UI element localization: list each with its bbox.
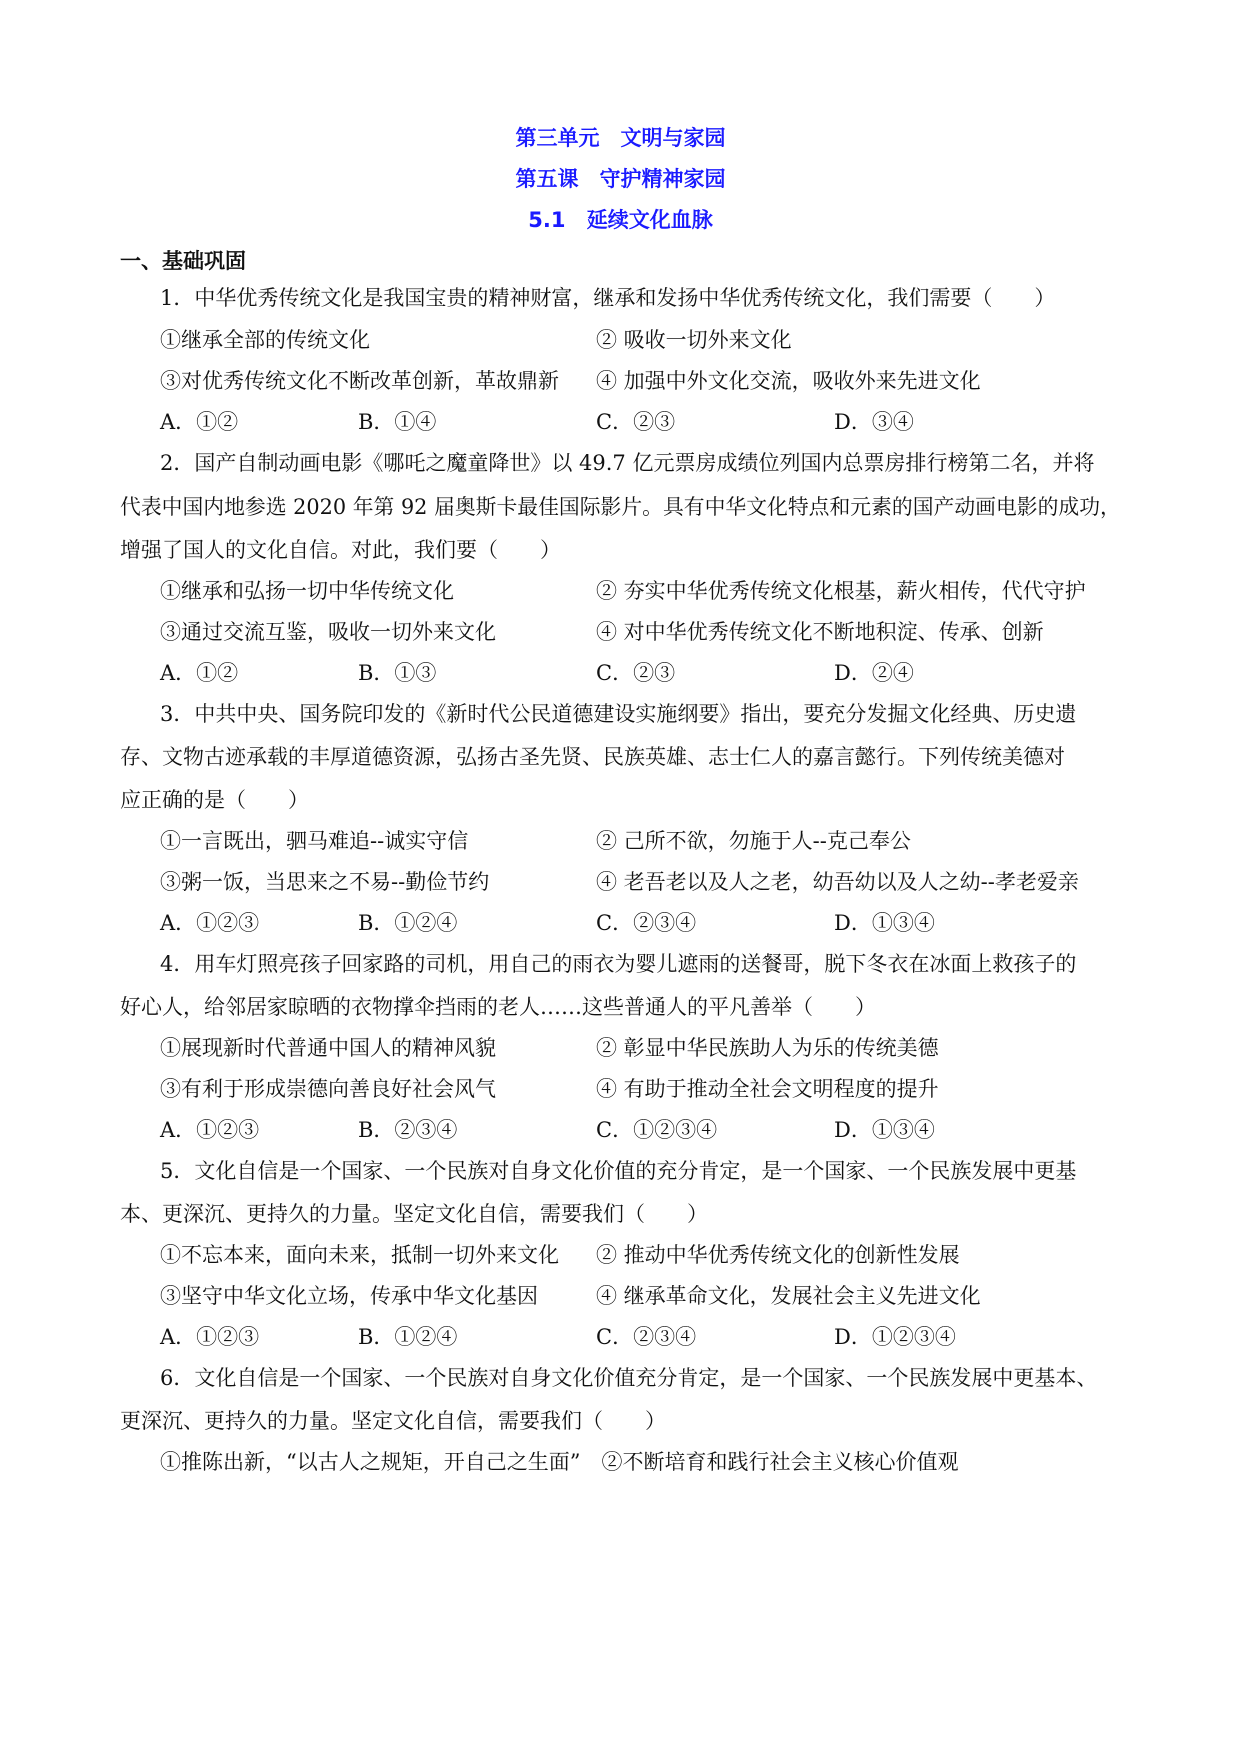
choice-b: B．①④ bbox=[358, 410, 437, 434]
question-stem-line: 更深沉、更持久的力量。坚定文化自信，需要我们（ ） bbox=[120, 1409, 666, 1433]
statement: ①继承全部的传统文化 bbox=[160, 328, 370, 352]
statement: ③有利于形成崇德向善良好社会风气 bbox=[160, 1077, 496, 1101]
statement: ③坚守中华文化立场，传承中华文化基因 bbox=[160, 1284, 538, 1308]
statement: ④ 老吾老以及人之老，幼吾幼以及人之幼--孝老爱亲 bbox=[596, 870, 1079, 894]
question-stem-line: 1．中华优秀传统文化是我国宝贵的精神财富，继承和发扬中华优秀传统文化，我们需要（ ） bbox=[160, 286, 1056, 310]
choice-b: B．①③ bbox=[358, 661, 437, 685]
statement: ④ 加强中外文化交流，吸收外来先进文化 bbox=[596, 369, 981, 393]
statement: ② 夯实中华优秀传统文化根基，薪火相传，代代守护 bbox=[596, 579, 1086, 603]
choice-a: A．①② bbox=[160, 410, 239, 434]
choice-d: D．②④ bbox=[834, 661, 914, 685]
part-heading: 一、基础巩固 bbox=[120, 249, 246, 273]
statement: ③粥一饭，当思来之不易--勤俭节约 bbox=[160, 870, 490, 894]
question-stem-line: 好心人，给邻居家晾晒的衣物撑伞挡雨的老人……这些普通人的平凡善举（ ） bbox=[120, 995, 876, 1019]
choice-b: B．②③④ bbox=[358, 1118, 458, 1142]
choice-c: C．②③④ bbox=[596, 911, 697, 935]
choice-c: C．①②③④ bbox=[596, 1118, 718, 1142]
question-stem-line: 4．用车灯照亮孩子回家路的司机，用自己的雨衣为婴儿遮雨的送餐哥，脱下冬衣在冰面上救孩子的 bbox=[160, 952, 1077, 976]
statement: ①一言既出，驷马难追--诚实守信 bbox=[160, 829, 469, 853]
statement: ② 吸收一切外来文化 bbox=[596, 328, 792, 352]
lesson-title: 第五课 守护精神家园 bbox=[515, 167, 726, 191]
question-stem-line: 3．中共中央、国务院印发的《新时代公民道德建设实施纲要》指出，要充分发掘文化经典、历史遗 bbox=[160, 702, 1077, 726]
question-stem-line: 应正确的是（ ） bbox=[120, 788, 309, 812]
statement: ④ 有助于推动全社会文明程度的提升 bbox=[596, 1077, 939, 1101]
choice-c: C．②③ bbox=[596, 410, 676, 434]
statement: ② 推动中华优秀传统文化的创新性发展 bbox=[596, 1243, 960, 1267]
statement: ④ 继承革命文化，发展社会主义先进文化 bbox=[596, 1284, 981, 1308]
statement: ①推陈出新，“以古人之规矩，开自己之生面” ②不断培育和践行社会主义核心价值观 bbox=[160, 1450, 959, 1474]
choice-a: A．①②③ bbox=[160, 1325, 260, 1349]
choice-a: A．①②③ bbox=[160, 911, 260, 935]
choice-c: C．②③④ bbox=[596, 1325, 697, 1349]
statement: ② 彰显中华民族助人为乐的传统美德 bbox=[596, 1036, 939, 1060]
choice-c: C．②③ bbox=[596, 661, 676, 685]
statement: ①继承和弘扬一切中华传统文化 bbox=[160, 579, 454, 603]
statement: ③对优秀传统文化不断改革创新，革故鼎新 bbox=[160, 369, 559, 393]
statement: ④ 对中华优秀传统文化不断地积淀、传承、创新 bbox=[596, 620, 1044, 644]
choice-a: A．①②③ bbox=[160, 1118, 260, 1142]
statement: ③通过交流互鉴，吸收一切外来文化 bbox=[160, 620, 496, 644]
statement: ①不忘本来，面向未来，抵制一切外来文化 bbox=[160, 1243, 559, 1267]
question-stem-line: 本、更深沉、更持久的力量。坚定文化自信，需要我们（ ） bbox=[120, 1202, 708, 1226]
question-stem-line: 代表中国内地参选 2020 年第 92 届奥斯卡最佳国际影片。具有中华文化特点和元素的国产动画电影的成功， bbox=[120, 495, 1121, 519]
choice-b: B．①②④ bbox=[358, 911, 458, 935]
section-title: 5.1 延续文化血脉 bbox=[528, 208, 713, 232]
question-stem-line: 6．文化自信是一个国家、一个民族对自身文化价值充分肯定，是一个国家、一个民族发展中更基本、 bbox=[160, 1366, 1098, 1390]
choice-d: D．①③④ bbox=[834, 911, 935, 935]
question-stem-line: 5．文化自信是一个国家、一个民族对自身文化价值的充分肯定，是一个国家、一个民族发展中更基 bbox=[160, 1159, 1077, 1183]
statement: ② 己所不欲，勿施于人--克己奉公 bbox=[596, 829, 911, 853]
choice-b: B．①②④ bbox=[358, 1325, 458, 1349]
statement: ①展现新时代普通中国人的精神风貌 bbox=[160, 1036, 496, 1060]
choice-d: D．③④ bbox=[834, 410, 914, 434]
question-stem-line: 2．国产自制动画电影《哪吒之魔童降世》以 49.7 亿元票房成绩位列国内总票房排行榜第二名，并将 bbox=[160, 451, 1095, 475]
choice-d: D．①②③④ bbox=[834, 1325, 956, 1349]
unit-title: 第三单元 文明与家园 bbox=[515, 126, 726, 150]
question-stem-line: 存、文物古迹承载的丰厚道德资源，弘扬古圣先贤、民族英雄、志士仁人的嘉言懿行。下列传统美德对 bbox=[120, 745, 1065, 769]
choice-a: A．①② bbox=[160, 661, 239, 685]
question-stem-line: 增强了国人的文化自信。对此，我们要（ ） bbox=[120, 538, 561, 562]
choice-d: D．①③④ bbox=[834, 1118, 935, 1142]
